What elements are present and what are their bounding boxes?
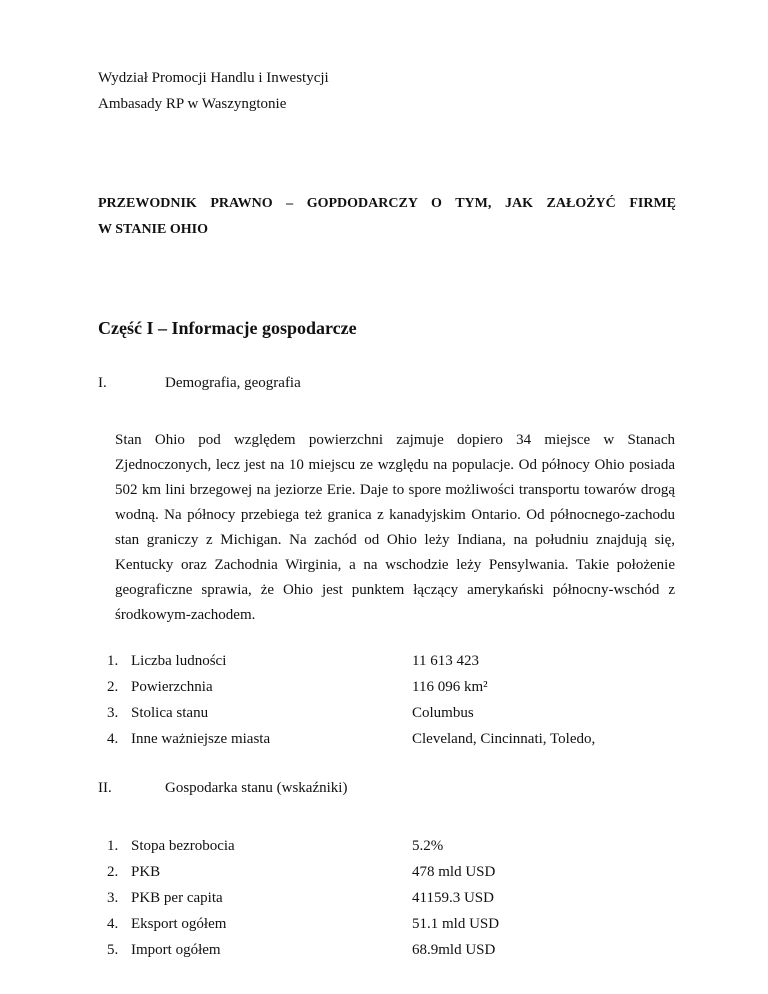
list-item-value: Cleveland, Cincinnati, Toledo,	[412, 731, 596, 747]
document-title-line-1: PRZEWODNIK PRAWNO – GOPDODARCZY O TYM, JAK ZAŁOŻYĆ FIRMĘ	[98, 196, 676, 211]
list-item-label: Liczba ludności	[131, 653, 227, 669]
list-item-number: 1.	[107, 653, 119, 669]
list-item-label: Powierzchnia	[131, 679, 213, 695]
section-1-number: I.	[98, 375, 107, 391]
list-item	[107, 913, 707, 935]
list-item-value: 116 096 km²	[412, 679, 488, 695]
paragraph-line: 502 km lini brzegowej na jeziorze Erie. Daje to spore możliwości transportu towarów drogą	[115, 482, 675, 498]
list-item-label: Inne ważniejsze miasta	[131, 731, 271, 747]
list-item	[107, 702, 707, 724]
paragraph-line: środkowym-zachodem.	[115, 607, 256, 623]
section-2-title: Gospodarka stanu (wskaźniki)	[165, 780, 348, 796]
list-item-number: 4.	[107, 731, 119, 747]
list-item-number: 3.	[107, 890, 119, 906]
list-item	[107, 728, 707, 750]
list-item-value: 41159.3 USD	[412, 890, 494, 906]
list-item-number: 2.	[107, 864, 119, 880]
list-item-label: Import ogółem	[131, 942, 221, 958]
list-item	[107, 939, 707, 961]
list-item-number: 5.	[107, 942, 119, 958]
list-item-value: Columbus	[412, 705, 474, 721]
list-item-value: 51.1 mld USD	[412, 916, 500, 932]
document-title-line-2: W STANIE OHIO	[98, 222, 208, 237]
paragraph-line: wodną. Na północy przebiega też granica z kanadyjskim Ontario. Od północnego-zachodu	[115, 507, 675, 523]
list-item-label: Stolica stanu	[131, 705, 209, 721]
list-item	[107, 650, 707, 672]
list-item-number: 4.	[107, 916, 119, 932]
list-item-label: Stopa bezrobocia	[131, 838, 235, 854]
paragraph-line: Kentucky oraz Zachodnia Wirginia, a na wschodzie leży Pensylwania. Takie położenie	[115, 557, 675, 573]
section-1-title: Demografia, geografia	[165, 375, 301, 391]
list-item-number: 2.	[107, 679, 119, 695]
list-item-value: 478 mld USD	[412, 864, 496, 880]
part-heading: Część I – Informacje gospodarcze	[98, 318, 357, 338]
paragraph-line: Stan Ohio pod względem powierzchni zajmuje dopiero 34 miejsce w Stanach	[115, 432, 675, 448]
paragraph-line: Zjednoczonych, lecz jest na 10 miejscu ze względu na populacje. Od północy Ohio posiada	[115, 457, 675, 473]
list-item-value: 5.2%	[412, 838, 444, 854]
section-2-number: II.	[98, 780, 112, 796]
paragraph-line: geograficzne sprawia, że Ohio jest punktem łączący amerykański północny-wschód z	[115, 582, 675, 598]
list-item	[107, 887, 707, 909]
list-item-value: 68.9mld USD	[412, 942, 496, 958]
paragraph-line: stan graniczy z Michigan. Na zachód od Ohio leży Indiana, na południu znajdują się,	[115, 532, 675, 548]
list-item	[107, 676, 707, 698]
section-1-paragraph	[115, 428, 675, 628]
list-item-number: 3.	[107, 705, 119, 721]
list-item-number: 1.	[107, 838, 119, 854]
header-line-2: Ambasady RP w Waszyngtonie	[98, 96, 287, 112]
list-item-label: PKB	[131, 864, 161, 880]
list-item-label: PKB per capita	[131, 890, 223, 906]
header-line-1: Wydział Promocji Handlu i Inwestycji	[98, 70, 329, 86]
list-item	[107, 835, 707, 857]
list-item-label: Eksport ogółem	[131, 916, 227, 932]
list-item-value: 11 613 423	[412, 653, 479, 669]
list-item	[107, 861, 707, 883]
